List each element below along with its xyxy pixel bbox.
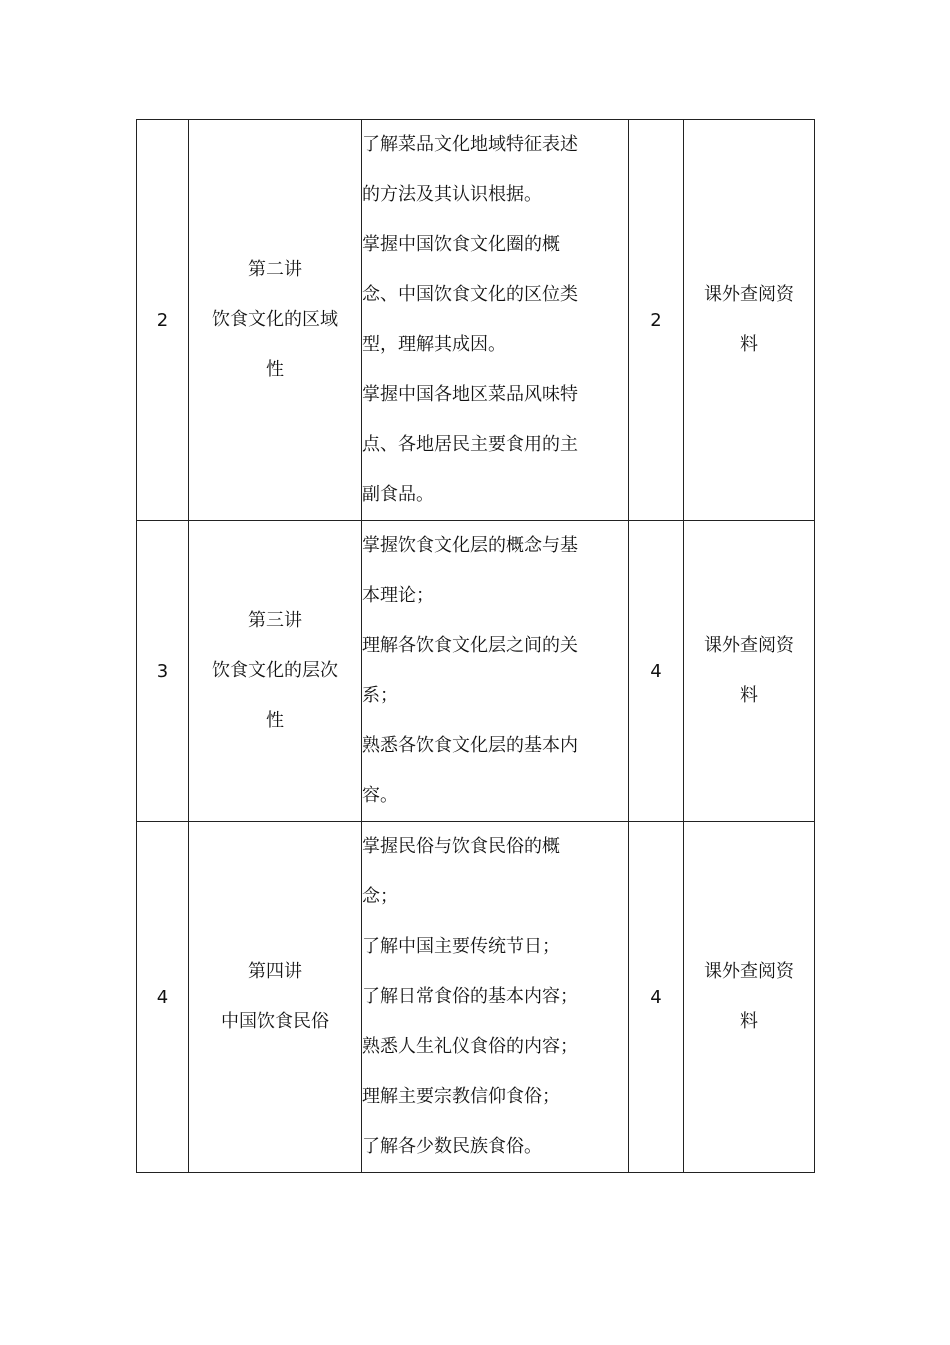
method-line: 课外查阅资 xyxy=(704,635,794,656)
title-line: 饮食文化的层次 xyxy=(212,660,338,681)
objective-line: 了解中国主要传统节日； xyxy=(362,936,560,957)
lecture-number: 2 xyxy=(137,120,189,521)
title-line: 饮食文化的区域 xyxy=(212,309,338,330)
objective-line: 念； xyxy=(362,886,398,907)
objective-line: 掌握中国饮食文化圈的概 xyxy=(362,234,560,255)
objective-line: 理解主要宗教信仰食俗； xyxy=(362,1086,560,1107)
lecture-title xyxy=(189,822,362,1173)
objective-line: 点、各地居民主要食用的主 xyxy=(362,434,578,455)
objective-line: 念、中国饮食文化的区位类 xyxy=(362,284,578,305)
table-row xyxy=(137,822,815,1173)
title-line: 性 xyxy=(266,710,284,731)
method-line: 料 xyxy=(740,685,758,706)
objective-line: 了解日常食俗的基本内容； xyxy=(362,986,578,1007)
study-method xyxy=(684,521,815,822)
lecture-number: 3 xyxy=(137,521,189,822)
table-row xyxy=(137,521,815,822)
learning-objectives xyxy=(362,521,629,822)
objective-line: 的方法及其认识根据。 xyxy=(362,184,542,205)
class-hours: 4 xyxy=(629,822,684,1173)
objective-line: 熟悉各饮食文化层的基本内 xyxy=(362,735,578,756)
objective-line: 了解各少数民族食俗。 xyxy=(362,1136,542,1157)
objective-line: 副食品。 xyxy=(362,484,434,505)
lecture-title xyxy=(189,120,362,521)
method-line: 课外查阅资 xyxy=(704,961,794,982)
method-line: 料 xyxy=(740,1011,758,1032)
objective-line: 系； xyxy=(362,685,398,706)
study-method xyxy=(684,120,815,521)
syllabus-table xyxy=(136,119,815,1173)
learning-objectives xyxy=(362,120,629,521)
method-line: 料 xyxy=(740,334,758,355)
objective-line: 掌握饮食文化层的概念与基 xyxy=(362,535,578,556)
objective-line: 容。 xyxy=(362,785,398,806)
class-hours: 2 xyxy=(629,120,684,521)
title-line: 第三讲 xyxy=(248,610,302,631)
objective-line: 熟悉人生礼仪食俗的内容； xyxy=(362,1036,578,1057)
lecture-number: 4 xyxy=(137,822,189,1173)
title-line: 第二讲 xyxy=(248,259,302,280)
title-line: 第四讲 xyxy=(248,961,302,982)
objective-line: 掌握民俗与饮食民俗的概 xyxy=(362,836,560,857)
method-line: 课外查阅资 xyxy=(704,284,794,305)
objective-line: 掌握中国各地区菜品风味特 xyxy=(362,384,578,405)
class-hours: 4 xyxy=(629,521,684,822)
study-method xyxy=(684,822,815,1173)
objective-line: 型，理解其成因。 xyxy=(362,334,506,355)
title-line: 中国饮食民俗 xyxy=(221,1011,329,1032)
objective-line: 了解菜品文化地域特征表述 xyxy=(362,134,578,155)
table-row xyxy=(137,120,815,521)
objective-line: 理解各饮食文化层之间的关 xyxy=(362,635,578,656)
title-line: 性 xyxy=(266,359,284,380)
learning-objectives xyxy=(362,822,629,1173)
lecture-title xyxy=(189,521,362,822)
objective-line: 本理论； xyxy=(362,585,434,606)
